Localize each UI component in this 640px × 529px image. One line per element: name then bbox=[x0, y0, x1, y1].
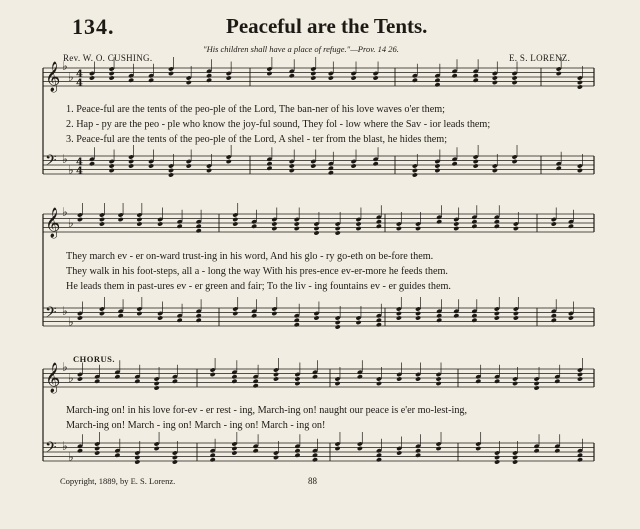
note-head bbox=[148, 163, 154, 168]
flat-sign-icon: ♭ bbox=[68, 315, 74, 329]
note-head bbox=[492, 168, 498, 173]
note-head bbox=[294, 448, 300, 453]
note-head bbox=[313, 315, 319, 320]
flat-sign-icon: ♭ bbox=[68, 450, 74, 464]
note-head bbox=[313, 226, 319, 231]
note-head bbox=[134, 455, 140, 460]
note-head bbox=[415, 315, 421, 320]
note-head bbox=[271, 226, 277, 231]
note-head bbox=[312, 457, 318, 462]
note-head bbox=[556, 71, 562, 76]
system-2-verse-2: They walk in his foot-steps, all a - long the way With his pres-ence ev-er-more he feeds them. bbox=[66, 266, 448, 277]
note-head bbox=[157, 221, 163, 226]
note-head bbox=[273, 372, 279, 377]
note-head bbox=[568, 224, 574, 229]
note-head bbox=[172, 459, 178, 464]
note-head bbox=[273, 376, 279, 381]
note-head bbox=[475, 446, 481, 451]
note-head bbox=[232, 217, 238, 222]
note-head bbox=[396, 450, 402, 455]
note-head bbox=[128, 78, 134, 83]
note-head bbox=[226, 75, 232, 80]
composer-credit: E. S. LORENZ. bbox=[509, 53, 571, 63]
note-head bbox=[473, 73, 479, 78]
note-head bbox=[251, 313, 257, 318]
note-head bbox=[551, 313, 557, 318]
note-head bbox=[294, 453, 300, 458]
note-head bbox=[128, 159, 134, 164]
note-head bbox=[335, 320, 341, 325]
note-head bbox=[310, 163, 316, 168]
note-head bbox=[376, 224, 382, 229]
note-head bbox=[577, 84, 583, 89]
note-head bbox=[206, 78, 212, 83]
note-head bbox=[512, 381, 518, 386]
note-head bbox=[512, 80, 518, 85]
note-head bbox=[232, 221, 238, 226]
note-head bbox=[206, 73, 212, 78]
note-head bbox=[226, 159, 232, 164]
note-head bbox=[436, 313, 442, 318]
note-head bbox=[494, 311, 500, 316]
note-head bbox=[453, 226, 459, 231]
hymn-number: 134. bbox=[72, 14, 115, 39]
note-head bbox=[471, 224, 477, 229]
flat-sign-icon: ♭ bbox=[62, 439, 68, 453]
note-head bbox=[77, 448, 83, 453]
note-head bbox=[494, 219, 500, 224]
note-head bbox=[373, 75, 379, 80]
note-head bbox=[136, 217, 142, 222]
system-2-verse-1: They march ev - er on-ward trust-ing in his word, And his glo - ry go-eth on be-fore them. bbox=[66, 251, 434, 262]
note-head bbox=[310, 75, 316, 80]
note-head bbox=[494, 459, 500, 464]
note-head bbox=[494, 224, 500, 229]
note-head bbox=[328, 75, 334, 80]
note-head bbox=[396, 311, 402, 316]
note-head bbox=[294, 322, 300, 327]
note-head bbox=[436, 318, 442, 323]
note-head bbox=[415, 453, 421, 458]
flat-sign-icon: ♭ bbox=[62, 304, 68, 318]
chorus-lyrics-line-1: March-ing on! in his love for-ev - er rest - ing, March-ing on! naught our peace is e'er mo-lest-ing, bbox=[66, 405, 468, 416]
note-head bbox=[376, 318, 382, 323]
note-head bbox=[513, 315, 519, 320]
note-head bbox=[494, 315, 500, 320]
note-head bbox=[376, 457, 382, 462]
note-head bbox=[136, 311, 142, 316]
note-head bbox=[231, 379, 237, 384]
note-head bbox=[512, 455, 518, 460]
note-head bbox=[335, 324, 341, 329]
note-head bbox=[210, 457, 216, 462]
note-head bbox=[335, 230, 341, 235]
note-head bbox=[328, 166, 334, 171]
note-head bbox=[294, 221, 300, 226]
note-head bbox=[172, 379, 178, 384]
note-head bbox=[334, 446, 340, 451]
note-head bbox=[134, 459, 140, 464]
note-head bbox=[206, 168, 212, 173]
note-head bbox=[355, 320, 361, 325]
note-head bbox=[94, 446, 100, 451]
note-head bbox=[266, 161, 272, 166]
note-head bbox=[77, 315, 83, 320]
note-head bbox=[186, 163, 192, 168]
note-head bbox=[334, 381, 340, 386]
note-head bbox=[436, 381, 442, 386]
note-head bbox=[253, 448, 259, 453]
note-head bbox=[266, 71, 272, 76]
note-head bbox=[492, 75, 498, 80]
note-head bbox=[577, 457, 583, 462]
note-head bbox=[577, 80, 583, 85]
note-head bbox=[196, 224, 202, 229]
note-head bbox=[434, 78, 440, 83]
note-head bbox=[412, 78, 418, 83]
note-head bbox=[289, 73, 295, 78]
note-head bbox=[415, 226, 421, 231]
flat-sign-icon: ♭ bbox=[68, 163, 74, 177]
note-head bbox=[196, 228, 202, 233]
note-head bbox=[148, 78, 154, 83]
note-head bbox=[177, 224, 183, 229]
note-head bbox=[94, 450, 100, 455]
time-signature-top: 4 bbox=[76, 69, 83, 80]
note-head bbox=[568, 315, 574, 320]
note-head bbox=[577, 372, 583, 377]
note-head bbox=[154, 385, 160, 390]
time-signature-bottom: 4 bbox=[76, 78, 83, 89]
note-head bbox=[168, 168, 174, 173]
note-head bbox=[99, 217, 105, 222]
note-head bbox=[89, 161, 95, 166]
note-head bbox=[376, 453, 382, 458]
note-head bbox=[266, 166, 272, 171]
note-head bbox=[376, 381, 382, 386]
bass-clef-icon: 𝄢 bbox=[45, 439, 57, 460]
note-head bbox=[273, 455, 279, 460]
note-head bbox=[357, 446, 363, 451]
note-head bbox=[313, 230, 319, 235]
system-2-verse-3: He leads them in past-ures ev - er green and fair; To the liv - ing fountains ev - er guides them. bbox=[66, 281, 451, 292]
note-head bbox=[335, 226, 341, 231]
treble-clef-icon: 𝄞 bbox=[45, 208, 61, 238]
treble-clef-icon: 𝄞 bbox=[45, 62, 61, 92]
system-1-verse-2: 2. Hap - py are the peo - ple who know the joy-ful sound, They fol - low where the Sav - ior leads them; bbox=[66, 119, 491, 130]
note-head bbox=[434, 163, 440, 168]
note-head bbox=[134, 379, 140, 384]
note-head bbox=[453, 221, 459, 226]
note-head bbox=[251, 224, 257, 229]
note-head bbox=[154, 381, 160, 386]
time-signature-bottom: 4 bbox=[76, 166, 83, 177]
note-head bbox=[436, 219, 442, 224]
note-head bbox=[154, 446, 160, 451]
note-head bbox=[512, 459, 518, 464]
note-head bbox=[534, 448, 540, 453]
system-1-verse-1: 1. Peace-ful are the tents of the peo-ple of the Lord, The ban-ner of his love waves o'er them; bbox=[66, 104, 446, 115]
note-head bbox=[453, 313, 459, 318]
note-head bbox=[196, 313, 202, 318]
note-head bbox=[168, 172, 174, 177]
note-head bbox=[294, 318, 300, 323]
note-head bbox=[473, 159, 479, 164]
note-head bbox=[177, 318, 183, 323]
chorus-lyrics-line-2: March-ing on! March - ing on! March - ing on! March - ing on! bbox=[66, 420, 326, 431]
note-head bbox=[534, 385, 540, 390]
note-head bbox=[89, 75, 95, 80]
copyright-notice: Copyright, 1889, by E. S. Lorenz. bbox=[60, 476, 176, 486]
note-head bbox=[434, 168, 440, 173]
note-head bbox=[434, 82, 440, 87]
note-head bbox=[186, 80, 192, 85]
note-head bbox=[253, 383, 259, 388]
note-head bbox=[415, 448, 421, 453]
note-head bbox=[294, 376, 300, 381]
note-head bbox=[294, 381, 300, 386]
flat-sign-icon: ♭ bbox=[68, 70, 74, 84]
note-head bbox=[412, 168, 418, 173]
note-head bbox=[452, 161, 458, 166]
note-head bbox=[231, 450, 237, 455]
note-head bbox=[172, 455, 178, 460]
note-head bbox=[231, 374, 237, 379]
note-head bbox=[415, 376, 421, 381]
note-head bbox=[310, 71, 316, 76]
note-head bbox=[513, 226, 519, 231]
note-head bbox=[494, 379, 500, 384]
bass-clef-icon: 𝄢 bbox=[45, 152, 57, 173]
note-head bbox=[109, 71, 115, 76]
bass-clef-icon: 𝄢 bbox=[45, 304, 57, 325]
note-head bbox=[412, 172, 418, 177]
note-head bbox=[289, 168, 295, 173]
note-head bbox=[128, 163, 134, 168]
note-head bbox=[512, 75, 518, 80]
note-head bbox=[471, 313, 477, 318]
note-head bbox=[118, 313, 124, 318]
note-head bbox=[109, 168, 115, 173]
note-head bbox=[210, 453, 216, 458]
note-head bbox=[556, 166, 562, 171]
system-1-verse-3: 3. Peace-ful are the tents of the peo-ple of the Lord, A shel - ter from the blast, he hides them; bbox=[66, 134, 448, 145]
note-head bbox=[351, 75, 357, 80]
note-head bbox=[114, 453, 120, 458]
flat-sign-icon: ♭ bbox=[62, 360, 68, 374]
note-head bbox=[471, 318, 477, 323]
flat-sign-icon: ♭ bbox=[68, 216, 74, 230]
note-head bbox=[77, 376, 83, 381]
note-head bbox=[99, 311, 105, 316]
note-head bbox=[99, 221, 105, 226]
flat-sign-icon: ♭ bbox=[62, 152, 68, 166]
note-head bbox=[554, 448, 560, 453]
note-head bbox=[396, 226, 402, 231]
note-head bbox=[289, 163, 295, 168]
note-head bbox=[196, 318, 202, 323]
note-head bbox=[271, 311, 277, 316]
note-head bbox=[77, 217, 83, 222]
page-number: 88 bbox=[308, 476, 317, 486]
note-head bbox=[328, 170, 334, 175]
note-head bbox=[471, 219, 477, 224]
note-head bbox=[577, 168, 583, 173]
lyricist-credit: Rev. W. O. CUSHING. bbox=[63, 53, 153, 63]
note-head bbox=[396, 315, 402, 320]
note-head bbox=[534, 381, 540, 386]
note-head bbox=[94, 379, 100, 384]
note-head bbox=[494, 455, 500, 460]
flat-sign-icon: ♭ bbox=[68, 371, 74, 385]
chorus-label: CHORUS. bbox=[73, 354, 115, 364]
note-head bbox=[492, 80, 498, 85]
note-head bbox=[473, 78, 479, 83]
note-head bbox=[577, 376, 583, 381]
note-head bbox=[373, 161, 379, 166]
note-head bbox=[351, 163, 357, 168]
note-head bbox=[232, 311, 238, 316]
note-head bbox=[355, 221, 361, 226]
note-head bbox=[231, 446, 237, 451]
note-head bbox=[109, 75, 115, 80]
note-head bbox=[475, 379, 481, 384]
note-head bbox=[271, 221, 277, 226]
note-head bbox=[551, 318, 557, 323]
treble-clef-icon: 𝄞 bbox=[45, 363, 61, 393]
note-head bbox=[551, 221, 557, 226]
note-head bbox=[312, 374, 318, 379]
note-head bbox=[355, 226, 361, 231]
note-head bbox=[253, 379, 259, 384]
note-head bbox=[376, 322, 382, 327]
note-head bbox=[114, 374, 120, 379]
note-head bbox=[513, 311, 519, 316]
note-head bbox=[136, 221, 142, 226]
note-head bbox=[376, 219, 382, 224]
scripture-epigraph: "His children shall have a place of refuge."—Prov. 14 26. bbox=[203, 44, 399, 54]
time-signature-top: 4 bbox=[76, 157, 83, 168]
note-head bbox=[312, 453, 318, 458]
note-head bbox=[436, 376, 442, 381]
note-head bbox=[168, 71, 174, 76]
note-head bbox=[396, 376, 402, 381]
note-head bbox=[436, 446, 442, 451]
note-head bbox=[118, 217, 124, 222]
note-head bbox=[512, 159, 518, 164]
note-head bbox=[109, 163, 115, 168]
note-head bbox=[452, 73, 458, 78]
note-head bbox=[415, 311, 421, 316]
note-head bbox=[577, 453, 583, 458]
note-head bbox=[294, 226, 300, 231]
note-head bbox=[357, 374, 363, 379]
flat-sign-icon: ♭ bbox=[62, 59, 68, 73]
note-head bbox=[210, 372, 216, 377]
flat-sign-icon: ♭ bbox=[62, 205, 68, 219]
hymn-title: Peaceful are the Tents. bbox=[226, 14, 428, 38]
note-head bbox=[157, 315, 163, 320]
note-head bbox=[473, 163, 479, 168]
note-head bbox=[554, 379, 560, 384]
